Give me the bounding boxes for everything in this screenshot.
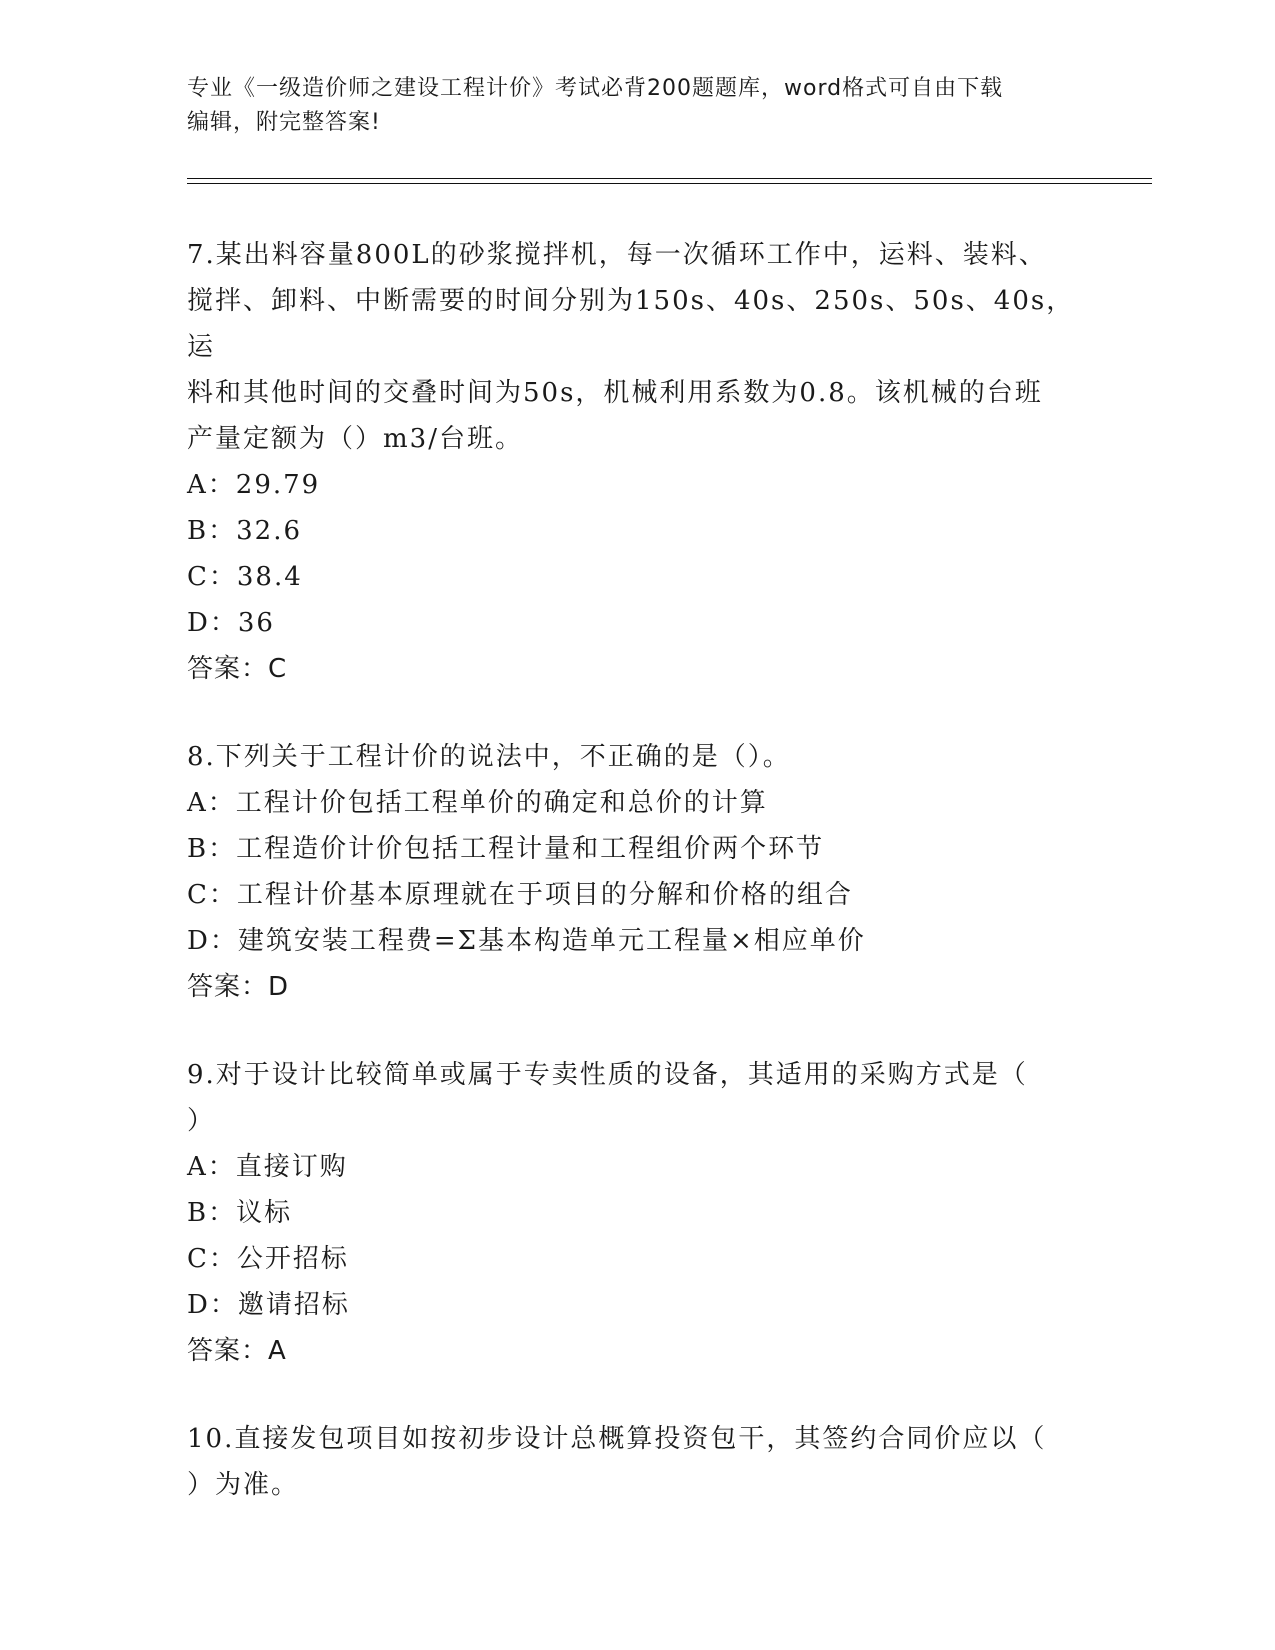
question-text-line: ） (187, 1106, 216, 1136)
question-8 (187, 734, 1087, 1010)
option-a: A：直接订购 (187, 1152, 348, 1182)
question-text-line: 搅拌、卸料、中断需要的时间分别为150s、40s、250s、50s、40s，运 (187, 286, 1075, 362)
question-text-line: ）为准。 (187, 1470, 300, 1500)
question-9 (187, 1052, 1087, 1374)
question-text-line: 产量定额为（）m3/台班。 (187, 424, 523, 454)
option-list (187, 462, 1087, 646)
option-b: B：32.6 (187, 516, 302, 546)
option-b: B：工程造价计价包括工程计量和工程组价两个环节 (187, 834, 825, 864)
option-list (187, 780, 1087, 964)
option-b: B：议标 (187, 1198, 293, 1228)
question-text-line: 9.对于设计比较简单或属于专卖性质的设备，其适用的采购方式是（ (187, 1060, 1028, 1090)
question-7 (187, 232, 1087, 692)
header-divider-top (187, 178, 1152, 179)
question-text-line: 8.下列关于工程计价的说法中，不正确的是（）。 (187, 742, 791, 772)
document-header (187, 72, 1087, 140)
question-list (187, 232, 1087, 1550)
question-10 (187, 1416, 1087, 1508)
option-list (187, 1144, 1087, 1328)
option-a: A：工程计价包括工程单价的确定和总价的计算 (187, 788, 768, 818)
answer-label: 答案：A (187, 1336, 287, 1366)
question-text-line: 7.某出料容量800L的砂浆搅拌机，每一次循环工作中，运料、装料、 (187, 240, 1047, 270)
option-d: D：36 (187, 608, 275, 638)
question-text-line: 料和其他时间的交叠时间为50s，机械利用系数为0.8。该机械的台班 (187, 378, 1043, 408)
option-c: C：工程计价基本原理就在于项目的分解和价格的组合 (187, 880, 853, 910)
option-c: C：38.4 (187, 562, 303, 592)
header-divider-bottom (187, 183, 1152, 184)
answer-label: 答案：C (187, 654, 288, 684)
option-a: A：29.79 (187, 470, 321, 500)
header-line-2: 编辑，附完整答案! (187, 110, 381, 135)
answer-label: 答案：D (187, 972, 290, 1002)
header-line-1: 专业《一级造价师之建设工程计价》考试必背200题题库，word格式可自由下载 (187, 76, 1004, 101)
option-d: D：邀请招标 (187, 1290, 350, 1320)
question-text-line: 10.直接发包项目如按初步设计总概算投资包干，其签约合同价应以（ (187, 1424, 1047, 1454)
option-d: D：建筑安装工程费=Σ基本构造单元工程量×相应单价 (187, 926, 866, 956)
option-c: C：公开招标 (187, 1244, 349, 1274)
